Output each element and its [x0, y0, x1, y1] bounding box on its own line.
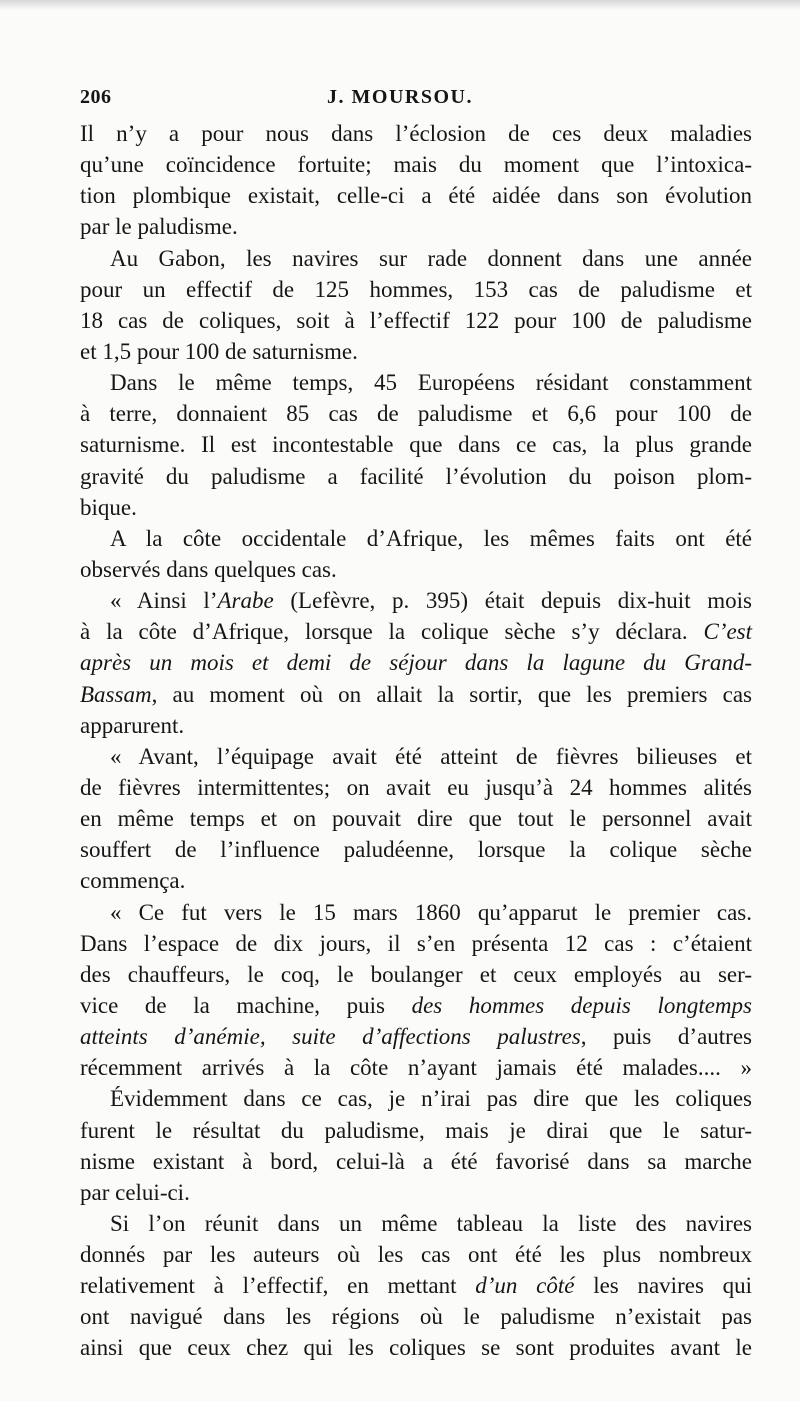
text-segment: « Avant, l’équipage avait été atteint de fièvres bilieuses et	[110, 743, 752, 769]
text-segment: et 1,5 pour 100 de saturnisme.	[80, 338, 358, 364]
italic-text: des hommes depuis longtemps	[411, 992, 752, 1018]
italic-text: Arabe	[217, 588, 274, 614]
body-text	[80, 118, 752, 1364]
text-line	[80, 1115, 752, 1146]
italic-text: C’est	[703, 619, 752, 645]
text-line	[80, 741, 752, 772]
text-line	[80, 398, 752, 429]
page-header	[80, 86, 720, 116]
text-line	[80, 118, 752, 149]
text-line	[80, 679, 752, 710]
text-line	[80, 928, 752, 959]
text-line	[80, 865, 752, 896]
text-line	[80, 710, 752, 741]
text-segment: tion plombique existait, celle-ci a été aidée dans son évolution	[80, 183, 752, 209]
text-line	[80, 897, 752, 928]
text-line	[80, 180, 752, 211]
running-head: J. MOURSOU.	[327, 86, 473, 108]
text-segment: saturnisme. Il est incontestable que dans ce cas, la plus grande	[80, 432, 752, 458]
text-line	[80, 149, 752, 180]
text-segment: souffert de l’influence paludéenne, lorsque la colique sèche	[80, 837, 752, 863]
italic-text: d’un côté	[475, 1273, 575, 1299]
text-segment: (Lefèvre, p. 395) était depuis dix-huit mois	[273, 588, 753, 614]
text-line	[80, 1332, 752, 1363]
text-line	[80, 1021, 752, 1052]
text-segment: Si l’on réunit dans un même tableau la liste des navires	[110, 1210, 752, 1236]
text-segment: par celui-ci.	[80, 1179, 190, 1205]
text-segment: Il n’y a pour nous dans l’éclosion de ces deux maladies	[80, 121, 752, 146]
text-segment: apparurent.	[80, 712, 185, 738]
text-line	[80, 1177, 752, 1208]
text-segment: des chauffeurs, le coq, le boulanger et ceux employés au ser-	[80, 961, 752, 987]
text-segment: , puis d’autres	[580, 1024, 753, 1050]
text-line	[80, 1146, 752, 1177]
text-line	[80, 834, 752, 865]
text-line	[80, 990, 752, 1021]
italic-text: Bassam	[80, 681, 152, 707]
text-line	[80, 367, 752, 398]
text-line	[80, 585, 752, 616]
text-line	[80, 336, 752, 367]
text-line	[80, 211, 752, 242]
text-line	[80, 616, 752, 647]
text-segment: récemment arrivés à la côte n’ayant jamais été malades.... »	[80, 1055, 752, 1081]
text-line	[80, 243, 752, 274]
text-line	[80, 1301, 752, 1332]
text-line	[80, 429, 752, 460]
text-segment: Dans le même temps, 45 Européens résidant constamment	[110, 370, 752, 396]
text-segment: les navires qui	[574, 1273, 753, 1299]
text-segment: Dans l’espace de dix jours, il s’en présenta 12 cas : c’étaient	[80, 930, 752, 956]
text-segment: pour un effectif de 125 hommes, 153 cas de paludisme et	[80, 276, 752, 302]
text-segment: Au Gabon, les navires sur rade donnent dans une année	[110, 245, 752, 271]
text-line	[80, 554, 752, 585]
page-top-shadow	[0, 0, 800, 10]
text-line	[80, 305, 752, 336]
text-line	[80, 1208, 752, 1239]
text-segment: « Ce fut vers le 15 mars 1860 qu’apparut le premier cas.	[110, 899, 752, 925]
text-segment: de fièvres intermittentes; on avait eu jusqu’à 24 hommes alités	[80, 774, 752, 800]
text-segment: furent le résultat du paludisme, mais je dirai que le satur-	[80, 1117, 752, 1143]
text-line	[80, 647, 752, 678]
text-segment: à la côte d’Afrique, lorsque la colique sèche s’y déclara.	[80, 619, 704, 645]
text-line	[80, 461, 752, 492]
text-segment: commença.	[80, 868, 186, 894]
text-line	[80, 803, 752, 834]
text-segment: donnés par les auteurs où les cas ont été les plus nombreux	[80, 1242, 752, 1268]
text-segment: gravité du paludisme a facilité l’évolution du poison plom-	[80, 463, 752, 489]
text-line	[80, 492, 752, 523]
text-segment: bique.	[80, 494, 137, 520]
text-segment: observés dans quelques cas.	[80, 556, 337, 582]
text-line	[80, 1239, 752, 1270]
text-segment: qu’une coïncidence fortuite; mais du moment que l’intoxica-	[80, 152, 752, 178]
text-line	[80, 959, 752, 990]
text-segment: , au moment où on allait la sortir, que les premiers cas	[151, 681, 752, 707]
text-line	[80, 523, 752, 554]
text-segment: à terre, donnaient 85 cas de paludisme et 6,6 pour 100 de	[80, 401, 752, 427]
text-segment: en même temps et on pouvait dire que tout le personnel avait	[80, 806, 752, 832]
text-line	[80, 1052, 752, 1083]
text-line	[80, 1083, 752, 1114]
text-line	[80, 1270, 752, 1301]
text-line	[80, 274, 752, 305]
text-segment: vice de la machine, puis	[80, 992, 412, 1018]
italic-text: atteints d’anémie, suite d’affections palustres	[80, 1024, 581, 1050]
page-number: 206	[80, 86, 112, 108]
text-segment: ont navigué dans les régions où le paludisme n’existait pas	[80, 1304, 752, 1330]
text-segment: 18 cas de coliques, soit à l’effectif 122 pour 100 de paludisme	[80, 307, 752, 333]
text-line	[80, 772, 752, 803]
text-segment: nisme existant à bord, celui-là a été favorisé dans sa marche	[80, 1148, 752, 1174]
text-segment: par le paludisme.	[80, 214, 238, 240]
text-segment: Évidemment dans ce cas, je n’irai pas dire que les coliques	[110, 1086, 752, 1112]
text-segment: ainsi que ceux chez qui les coliques se sont produites avant le	[80, 1335, 752, 1361]
text-segment: relativement à l’effectif, en mettant	[80, 1273, 476, 1299]
text-segment: « Ainsi l’	[110, 588, 218, 614]
italic-text: après un mois et demi de séjour dans la lagune du Grand-	[80, 650, 752, 676]
text-segment: A la côte occidentale d’Afrique, les mêmes faits ont été	[110, 525, 752, 551]
